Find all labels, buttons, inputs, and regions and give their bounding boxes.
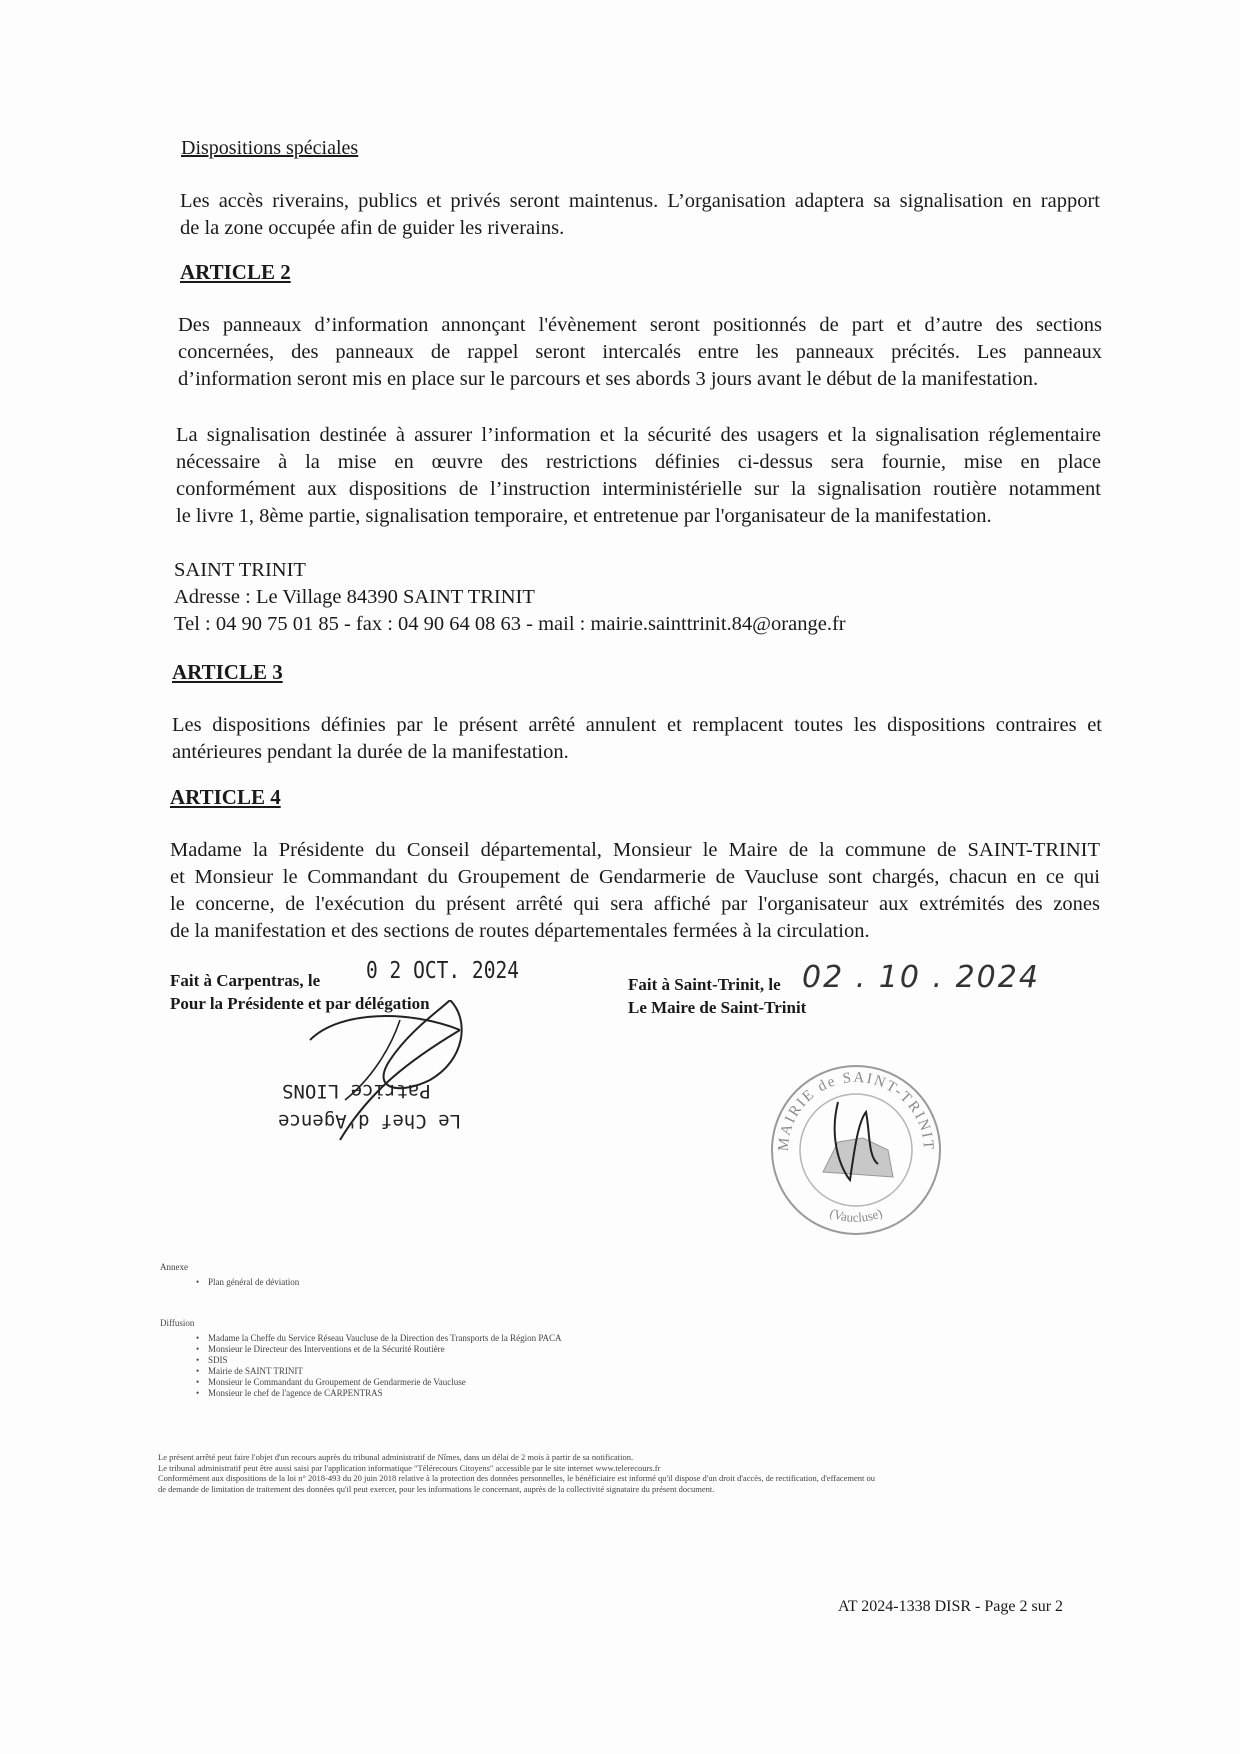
mairie-seal [768, 1062, 944, 1238]
svg-text:(Vaucluse) [828, 1205, 885, 1225]
diffusion-block [160, 1318, 562, 1399]
paragraph-line: Les dispositions définies par le présent arrêté annulent et remplacent toutes les dispositions contraires et [172, 714, 1102, 736]
diffusion-item: • Madame la Cheffe du Service Réseau Vaucluse de la Direction des Transports de la Région PACA [196, 1333, 562, 1344]
contact-name: SAINT TRINIT [174, 559, 306, 581]
diffusion-item: • Mairie de SAINT TRINIT [196, 1366, 562, 1377]
paragraph-line: d’information seront mis en place sur le parcours et ses abords 3 jours avant le début de la manifestation. [178, 368, 1039, 390]
diffusion-item: • SDIS [196, 1355, 562, 1366]
legal-line: Le présent arrêté peut faire l'objet d'un recours auprès du tribunal administratif de Nîmes, dans un délai de 2 mois à partir de sa notification. [158, 1452, 634, 1462]
legal-line: Conformément aux dispositions de la loi n° 2018-493 du 20 juin 2018 relative à la protection des données personnelles, le bénéficiaire est informé qu'il dispose d'un droit d'accès, de rectification, d'effacement ou [158, 1473, 876, 1483]
left-signature-role: Pour la Présidente et par délégation [170, 994, 430, 1013]
left-mirrored-stamp-title: Le Chef d'Agence [278, 1110, 462, 1132]
paragraph-line: de la manifestation et des sections de routes départementales fermées à la circulation. [170, 920, 870, 942]
paragraph-line: La signalisation destinée à assurer l’information et la sécurité des usagers et la signalisation réglementaire [176, 424, 1101, 446]
contact-address: Adresse : Le Village 84390 SAINT TRINIT [174, 586, 535, 608]
seal-bottom-text: (Vaucluse) [827, 1205, 885, 1225]
paragraph-line: le livre 1, 8ème partie, signalisation temporaire, et entretenue par l'organisateur de la manifestation. [176, 505, 992, 527]
annexe-block [160, 1262, 299, 1288]
left-handwritten-signature [300, 1000, 500, 1145]
legal-notice [158, 1452, 875, 1494]
paragraph-line: le concerne, de l'exécution du présent arrêté qui sera affiché par l'organisateur aux extrémités des zones [170, 893, 1100, 915]
article-4-heading: ARTICLE 4 [170, 785, 281, 809]
paragraph-line: conformément aux dispositions de l’instruction interministérielle sur la signalisation routière notamment [176, 478, 1101, 500]
diffusion-label: Diffusion [160, 1318, 195, 1328]
paragraph-line: concernées, des panneaux de rappel seront intercalés entre les panneaux précités. Les panneaux [178, 341, 1102, 363]
left-signature-date-stamp: 0 2 OCT. 2024 [366, 958, 520, 984]
article-3-text [172, 712, 1102, 766]
paragraph-line: Madame la Présidente du Conseil départemental, Monsieur le Maire de la commune de SAINT-TRINIT [170, 839, 1100, 861]
legal-line: de demande de limitation de traitement des données qu'il peut exercer, pour les informations le concernant, auprès de la collectivité signataire du présent document. [158, 1483, 715, 1494]
article-2-heading: ARTICLE 2 [180, 260, 291, 284]
right-signature-role: Le Maire de Saint-Trinit [628, 998, 807, 1017]
article-3-heading: ARTICLE 3 [172, 660, 283, 684]
paragraph-line: et Monsieur le Commandant du Groupement de Gendarmerie de Vaucluse sont chargés, chacun en ce qui [170, 866, 1100, 888]
annexe-label: Annexe [160, 1262, 188, 1272]
article-2-paragraph-1 [178, 312, 1102, 393]
left-mirrored-stamp-name: Patrice LIONS [282, 1080, 431, 1102]
dispositions-heading: Dispositions spéciales [181, 137, 359, 159]
dispositions-text [180, 188, 1100, 242]
paragraph-line: nécessaire à la mise en œuvre des restrictions définies ci-dessus sera fournie, mise en place [176, 451, 1101, 473]
annexe-item: • Plan général de déviation [196, 1277, 299, 1288]
left-signature-place: Fait à Carpentras, le [170, 971, 321, 990]
diffusion-item: • Monsieur le Directeur des Interventions et de la Sécurité Routière [196, 1344, 562, 1355]
diffusion-item: • Monsieur le chef de l'agence de CARPENTRAS [196, 1388, 562, 1399]
paragraph-line: antérieures pendant la durée de la manifestation. [172, 741, 569, 763]
contact-block [174, 557, 1074, 638]
diffusion-item: • Monsieur le Commandant du Groupement de Gendarmerie de Vaucluse [196, 1377, 562, 1388]
legal-line: Le tribunal administratif peut être aussi saisi par l'application informatique "Télérecours Citoyens" accessible par le site internet www.telerecours.fr [158, 1462, 661, 1473]
right-signature-handwritten-date: 02 . 10 . 2024 [802, 960, 1040, 995]
paragraph-line: Des panneaux d’information annonçant l'évènement seront positionnés de part et d’autre des sections [178, 314, 1102, 336]
document-reference: AT 2024-1338 DISR - Page 2 sur 2 [838, 1598, 1064, 1615]
article-2-paragraph-2 [176, 422, 1101, 530]
article-4-text [170, 837, 1100, 945]
dispositions-line: de la zone occupée afin de guider les riverains. [180, 217, 565, 239]
dispositions-line: Les accès riverains, publics et privés seront maintenus. L’organisation adaptera sa signalisation en rapport [180, 190, 1100, 212]
contact-phone: Tel : 04 90 75 01 85 - fax : 04 90 64 08 63 - mail : mairie.sainttrinit.84@orange.fr [174, 613, 846, 635]
seal-top-text: MAIRIE de SAINT-TRINIT [775, 1069, 937, 1152]
right-signature-place: Fait à Saint-Trinit, le [628, 975, 781, 994]
